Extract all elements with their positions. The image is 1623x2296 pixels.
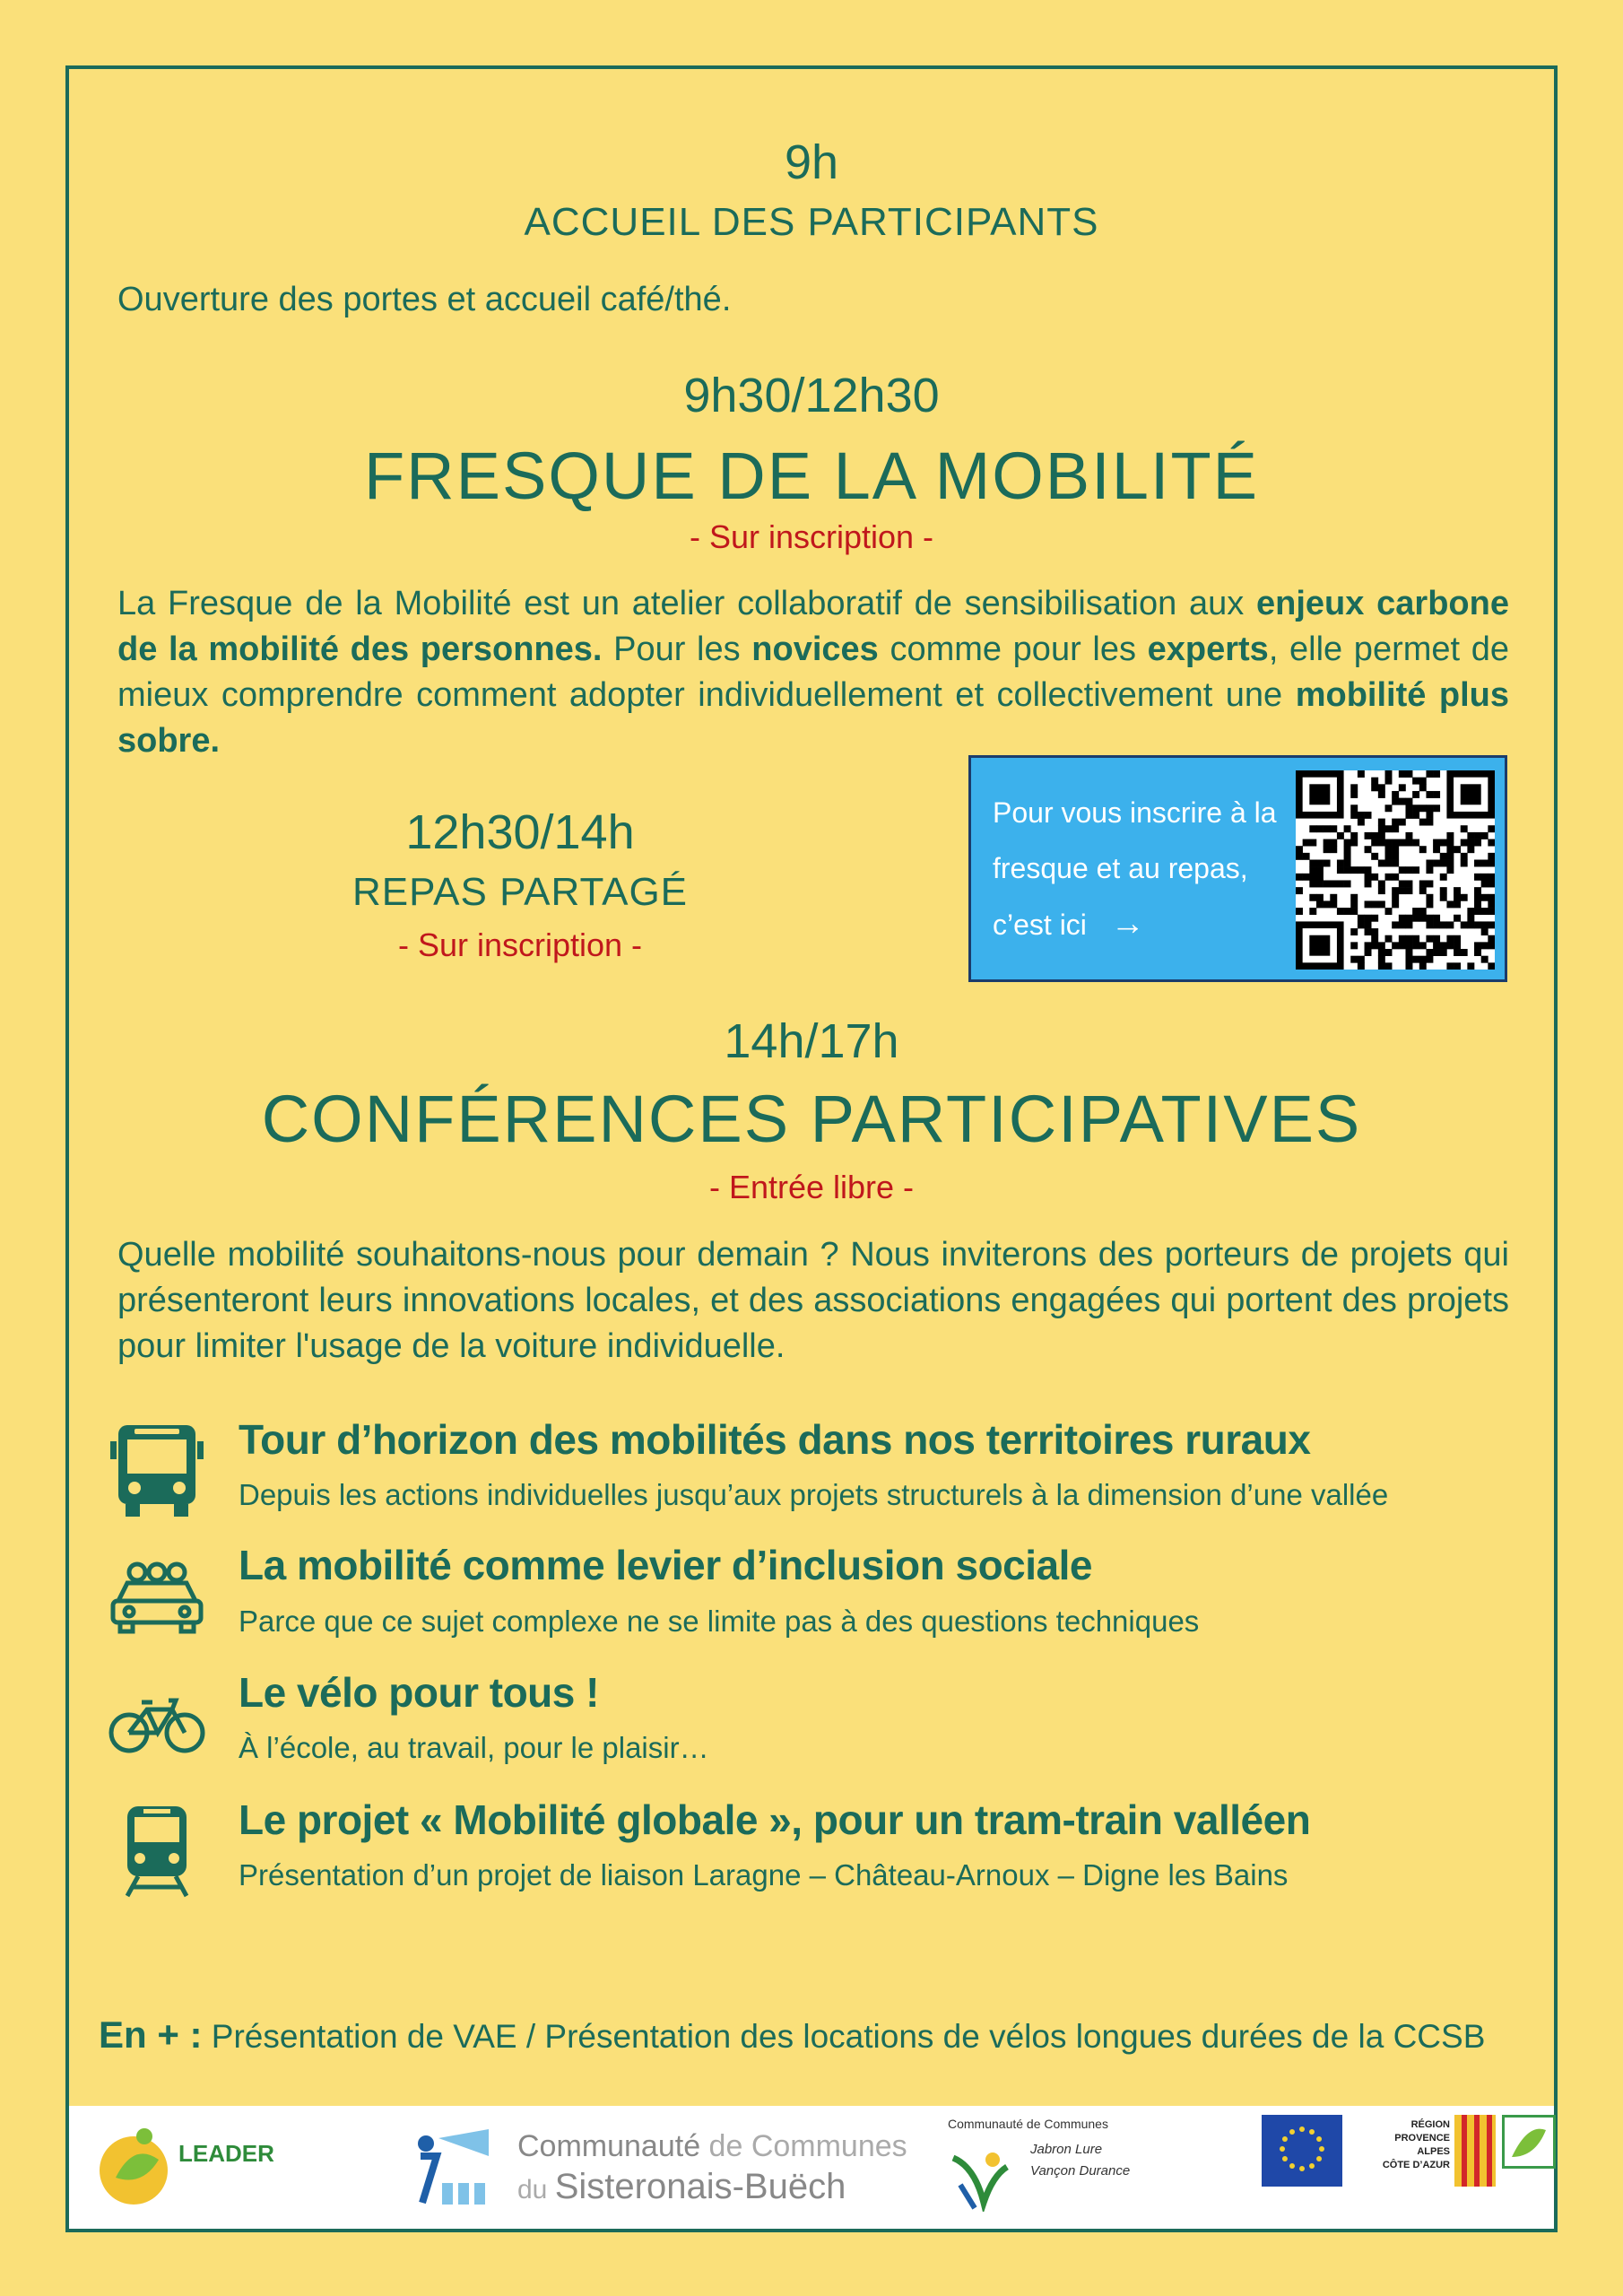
fresque-text-2: Pour les (602, 631, 752, 668)
title-conferences: CONFÉRENCES PARTICIPATIVES (261, 1082, 1362, 1156)
title-fresque: FRESQUE DE LA MOBILITÉ (363, 439, 1259, 513)
region-line-1: RÉGION (1410, 2119, 1450, 2130)
leader-eu-logo (1502, 2115, 1556, 2169)
ccsb-line-1a: Communauté (517, 2129, 701, 2163)
eu-flag-logo (1262, 2115, 1342, 2187)
time-conferences: 14h/17h (724, 1014, 899, 1068)
fresque-text-1: La Fresque de la Mobilité est un atelier collaboratif de sensibilisation aux (117, 585, 1257, 622)
registration-line-2: fresque et au repas, (993, 852, 1248, 884)
fresque-text-3: comme pour les (878, 631, 1148, 668)
ccsb-line-2b: Sisteronais-Buëch (554, 2167, 846, 2206)
item-subtitle-2: Parce que ce sujet complexe ne se limite pas à des questions techniques (239, 1605, 1200, 1638)
item-title-3: Le vélo pour tous ! (239, 1669, 599, 1716)
fresque-bold-1: enjeux carbone de la mobilité des personnes. (117, 585, 1509, 668)
registration-text (993, 785, 1289, 952)
title-repas: REPAS PARTAGÉ (352, 870, 689, 914)
arrow-right-icon: → (1110, 905, 1145, 943)
region-coat-of-arms-icon (1454, 2115, 1496, 2187)
fresque-text-4: , elle permet de mieux comprendre comment adopter individuellement et collectivement une (117, 631, 1509, 714)
extra-info (99, 2013, 1485, 2057)
jlvd-line-2: Jabron Lure (1030, 2142, 1103, 2157)
inscription-note-repas: - Sur inscription - (397, 926, 643, 963)
ccsb-line-2 (517, 2167, 846, 2207)
car-icon (108, 1547, 206, 1646)
inscription-note-fresque: - Sur inscription - (689, 518, 934, 555)
fresque-description (117, 581, 1509, 764)
registration-line-1: Pour vous inscrire à la (993, 796, 1277, 829)
time-repas: 12h30/14h (405, 805, 635, 859)
entry-note-conferences: - Entrée libre - (708, 1169, 915, 1205)
accueil-text: Ouverture des portes et accueil café/thé. (117, 281, 732, 318)
jlvd-line-1: Communauté de Communes (948, 2117, 1108, 2131)
jlvd-line-3: Vançon Durance (1030, 2163, 1131, 2179)
region-sud-logo (1360, 2115, 1450, 2187)
item-title-4: Le projet « Mobilité globale », pour un tram-train valléen (239, 1796, 1311, 1843)
extra-info-label: En + : (99, 2013, 203, 2056)
qr-code-image (1296, 770, 1495, 970)
region-line-3: ALPES (1417, 2146, 1450, 2157)
time-9h: 9h (784, 135, 839, 189)
bicycle-icon (108, 1677, 206, 1776)
leader-logo (89, 2124, 286, 2209)
bus-icon (108, 1422, 206, 1520)
title-accueil: ACCUEIL DES PARTICIPANTS (524, 200, 1099, 244)
registration-here: c’est ici (993, 909, 1087, 941)
region-line-4: CÔTE D’AZUR (1382, 2160, 1450, 2170)
registration-line-3 (993, 896, 1289, 952)
extra-info-text: Présentation de VAE / Présentation des locations de vélos longues durées de la CCSB (202, 2018, 1486, 2055)
fresque-bold-4: mobilité plus sobre. (117, 676, 1509, 760)
item-subtitle-1: Depuis les actions individuelles jusqu’aux projets structurels à la dimension d’une vallée (239, 1478, 1389, 1511)
jlvd-logo (948, 2113, 1181, 2225)
fresque-bold-3: experts (1147, 631, 1269, 668)
ccsb-line-1b: de Communes (700, 2129, 907, 2163)
item-subtitle-3: À l’école, au travail, pour le plaisir… (239, 1731, 709, 1764)
train-icon (108, 1803, 206, 1901)
time-fresque: 9h30/12h30 (683, 369, 940, 422)
conferences-description: Quelle mobilité souhaitons-nous pour demain ? Nous inviterons des porteurs de projets qui présenteront leurs innovations locales, et des associations engagées qui portent des projets pour limiter l'usage de la voiture individuelle. (117, 1236, 1509, 1365)
fresque-bold-2: novices (751, 631, 879, 668)
leader-logo-text: LEADER (178, 2140, 274, 2167)
ccsb-logo (403, 2111, 907, 2223)
item-subtitle-4: Présentation d’un projet de liaison Laragne – Château-Arnoux – Digne les Bains (239, 1858, 1289, 1892)
qr-code[interactable] (1296, 770, 1495, 970)
item-title-2: La mobilité comme levier d’inclusion sociale (239, 1542, 1092, 1588)
ccsb-line-1 (517, 2129, 907, 2164)
ccsb-line-2a: du (517, 2175, 555, 2205)
partner-logos-bar (69, 2106, 1554, 2229)
item-title-1: Tour d’horizon des mobilités dans nos territoires ruraux (239, 1416, 1311, 1463)
registration-qr-box[interactable] (968, 755, 1507, 982)
region-line-2: PROVENCE (1394, 2133, 1450, 2144)
